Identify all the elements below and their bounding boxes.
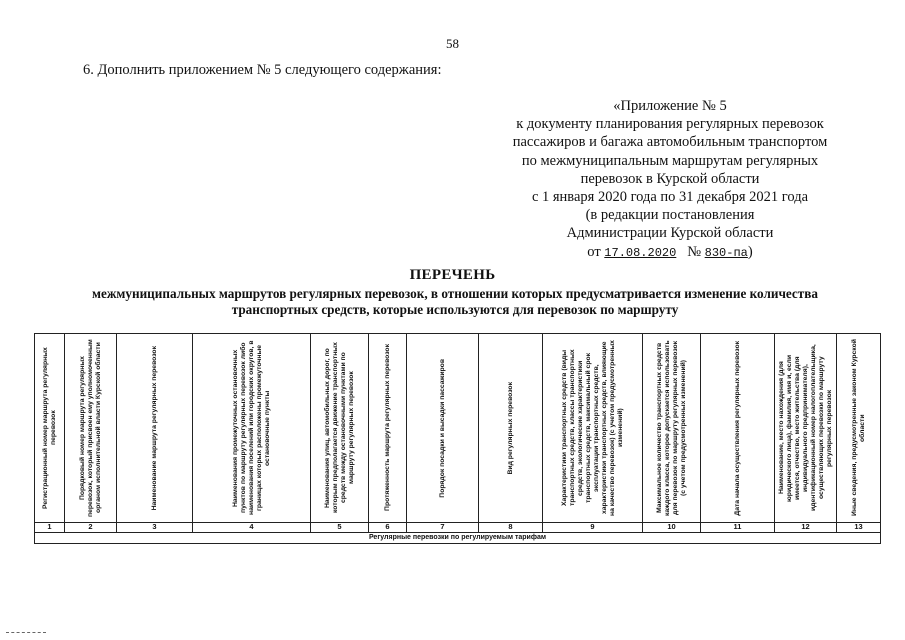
- column-number-row: [35, 522, 881, 532]
- appendix-line: пассажиров и багажа автомобильным транспортом: [512, 134, 828, 151]
- header-cell: [65, 334, 117, 523]
- column-number: 11: [701, 522, 775, 532]
- header-cell: [701, 334, 775, 523]
- column-number: 8: [479, 522, 543, 532]
- appendix-line: «Приложение № 5: [613, 98, 727, 114]
- header-cell: [479, 334, 543, 523]
- header-cell: [193, 334, 311, 523]
- header-cell: [837, 334, 881, 523]
- column-number: 2: [65, 522, 117, 532]
- decree-date-line: [505, 243, 835, 262]
- amendment-item: 6. Дополнить приложением № 5 следующего содержания:: [83, 62, 442, 78]
- appendix-line: Администрации Курской области: [566, 225, 774, 242]
- header-label: Наименования улиц, автомобильных дорог, по которым предполагается движение транспортных средств между остановочными пунктами по маршруту регулярных перевозок: [323, 342, 355, 514]
- routes-table: [34, 333, 880, 544]
- column-number: 4: [193, 522, 311, 532]
- header-row: [35, 334, 881, 523]
- appendix-line: перевозок в Курской области: [580, 170, 760, 187]
- decree-number: 830-па: [704, 245, 748, 260]
- page-number: 58: [446, 36, 459, 51]
- closing-paren: ): [747, 243, 753, 260]
- header-cell: [775, 334, 837, 523]
- header-cell: [643, 334, 701, 523]
- appendix-line: (в редакции постановления: [585, 207, 755, 224]
- column-number: 9: [543, 522, 643, 532]
- header-cell: [117, 334, 193, 523]
- number-prefix: №: [687, 243, 702, 260]
- header-label: Регистрационный номер маршрута регулярных перевозок: [41, 346, 57, 509]
- section-row: [35, 532, 881, 543]
- appendix-block: [505, 97, 835, 262]
- document-subtitle: межмуниципальных маршрутов регулярных перевозок, в отношении которых предусматривается изменение количества транспортных средств, которые используются для перевозок по маршруту: [92, 286, 818, 317]
- appendix-line: по межмуниципальным маршрутам регулярных: [521, 152, 819, 169]
- header-label: Вид регулярных перевозок: [506, 381, 514, 475]
- header-label: Характеристики транспортных средств (виды транспортных средств, классы транспортных средств, экологические характеристики транспортных средств, максимальный срок эксплуатации транспортных средств, характеристики транспортных средств, влияющие на качество перевозок) (с учетом предусмотренных изменений): [560, 339, 624, 516]
- header-cell: [543, 334, 643, 523]
- header-label: Дата начала осуществления регулярных перевозок: [733, 340, 741, 516]
- header-label: Протяженность маршрута регулярных перевозок: [383, 344, 391, 512]
- header-label: Максимальное количество транспортных средств каждого класса, которое допускается использовать для перевозок по маршруту регулярных перевозок (с учетом предусмотренных изменений): [655, 340, 687, 516]
- header-label: Иные сведения, предусмотренные законом Курской области: [850, 339, 866, 517]
- column-number: 3: [117, 522, 193, 532]
- column-number: 6: [369, 522, 407, 532]
- header-label: Порядковый номер маршрута регулярных перевозок, который присвоен ему уполномоченным органом исполнительной власти Курской области: [78, 338, 102, 517]
- header-cell: [35, 334, 65, 523]
- column-number: 10: [643, 522, 701, 532]
- column-number: 5: [311, 522, 369, 532]
- header-cell: [311, 334, 369, 523]
- column-number: 13: [837, 522, 881, 532]
- header-label: Наименования промежуточных остановочных пунктов по маршруту регулярных перевозок либо наименования поселений или городских округов, в границах которых расположены промежуточные остановочные пункты: [231, 340, 271, 516]
- header-label: Наименование, место нахождения (для юридического лица), фамилия, имя и, если имеется, отчество, место жительства (для индивидуального предпринимателя), идентификационный номер налогоплательщика, осуществляющих перевозки по маршруту регулярных перевозок: [777, 344, 833, 512]
- document-title: ПЕРЕЧЕНЬ: [409, 267, 496, 283]
- date-prefix: от: [587, 243, 601, 260]
- header-cell: [369, 334, 407, 523]
- column-number: 7: [407, 522, 479, 532]
- header-label: Наименование маршрута регулярных перевозок: [150, 345, 158, 511]
- appendix-line: с 1 января 2020 года по 31 декабря 2021 года: [531, 189, 809, 206]
- section-label: Регулярные перевозки по регулируемым тарифам: [35, 532, 881, 543]
- header-cell: [407, 334, 479, 523]
- column-number: 1: [35, 522, 65, 532]
- footer-dash: [6, 632, 46, 634]
- header-label: Порядок посадки и высадки пассажиров: [438, 358, 446, 498]
- appendix-line: к документу планирования регулярных перевозок: [516, 116, 824, 133]
- column-number: 12: [775, 522, 837, 532]
- decree-date: 17.08.2020: [604, 245, 677, 260]
